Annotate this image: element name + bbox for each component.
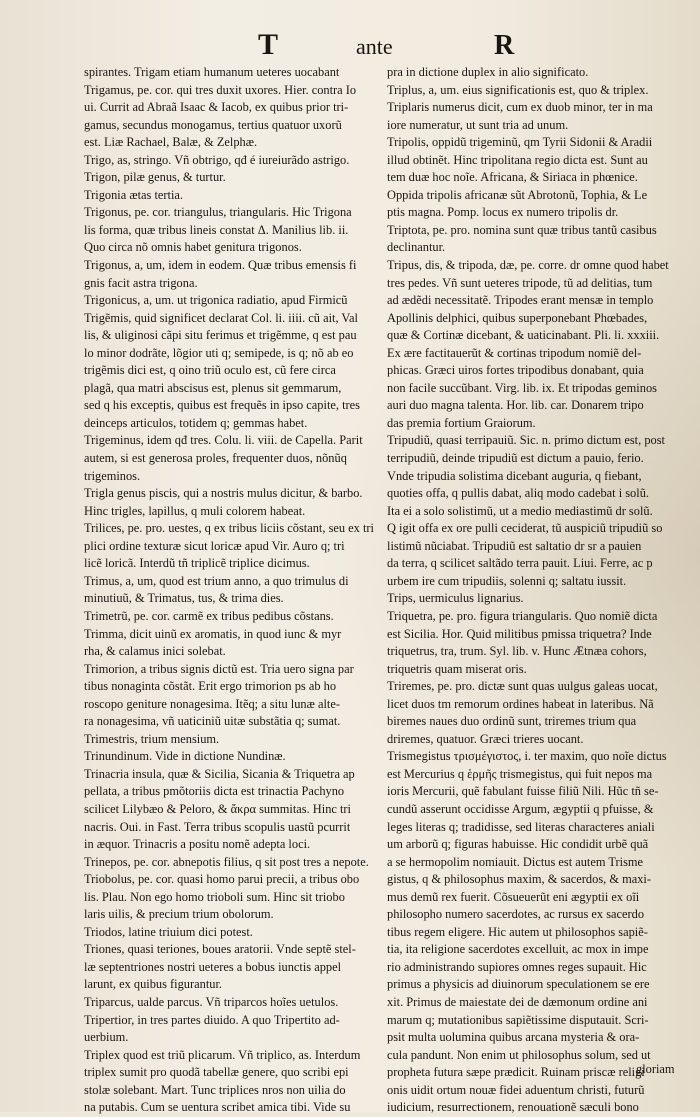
- text-line: iore numeratur, ut sunt tria ad unum.: [387, 117, 569, 132]
- text-line: Trimma, dicit uinũ ex aromatis, in quod iunc & myr: [84, 626, 342, 641]
- text-line: Quo circa nõ omnis habet genitura trigonos.: [84, 240, 302, 255]
- text-line: Ex ære factitauerũt & cortinas tripodum nomiẽ del-: [387, 345, 642, 360]
- header-letter-left: T: [258, 28, 279, 61]
- text-line: biremes naues duo ordinũ sunt, triremes trium qua: [387, 714, 637, 729]
- text-line: Trismegistus τρισμέγιστος, i. ter maxim, quo noĩe dictus: [387, 749, 667, 764]
- text-line: Trinepos, pe. cor. abnepotis filius, q sit post tres a nepote.: [84, 854, 369, 869]
- text-line: propheta futura sæpe prædicit. Ruinam priscæ religi: [387, 1065, 645, 1080]
- text-line: non facile succũbant. Virg. lib. ix. Et tripodas geminos: [387, 380, 657, 395]
- text-line: primus a physicis ad diuinorum speculationem se ere: [387, 977, 650, 992]
- text-line: laris uilis, & precium trium obolorum.: [84, 907, 274, 922]
- text-line: autem, si est generosa proles, frequenter duos, nõnũq: [84, 451, 347, 466]
- text-line: Trimus, a, um, quod est trium anno, a quo trimulus di: [84, 573, 349, 588]
- text-line: Triobolus, pe. cor. quasi homo parui precii, a tribus obo: [84, 872, 360, 887]
- text-line: Ita ei a solo solistimũ, ut a medio mediastimũ dr solũ.: [387, 503, 653, 518]
- text-line: deinceps articulos, totidem q; gemmas habet.: [84, 415, 308, 430]
- text-line: Trigonicus, a, um. ut trigonica radiatio, apud Firmicũ: [84, 293, 348, 308]
- text-line: Tripertior, in tres partes diuido. A quo Tripertito ad-: [84, 1012, 340, 1027]
- text-line: cundũ asserunt occidisse Argum, ægyptii q pfuisse, &: [387, 801, 654, 816]
- text-line: tem duæ hoc noĩe. Africana, & Siriaca in phœnice.: [387, 170, 638, 185]
- text-line: Trigla genus piscis, qui a nostris mulus dicitur, & barbo.: [84, 486, 363, 501]
- text-line: Tripudiũ, quasi terripauiũ. Sic. n. primo dictum est, post: [387, 433, 665, 448]
- catchword: gloriam: [636, 1062, 675, 1076]
- text-line: driremes, quatuor. Græci trieres uocant.: [387, 731, 584, 746]
- text-line: listimũ nũciabat. Tripudiũ est saltatio dr sr a pauien: [387, 538, 642, 553]
- text-line: in æquor. Trinacris a positu nomẽ adepta loci.: [84, 837, 311, 852]
- text-line: stolæ solebant. Mart. Tunc triplices nros non uilia do: [84, 1082, 346, 1097]
- text-line: lo minor dodrãte, lõgior uti q; semipede, is q; nõ ab eo: [84, 345, 354, 360]
- text-line: um arborũ q; figuras habuisse. Hic condidit urbẽ quã: [387, 837, 649, 852]
- text-line: est Mercurius q ἑρμῆς trismegistus, qui fuit nepos ma: [387, 766, 653, 781]
- text-line: ui. Currit ad Abraã Isaac & Iacob, ex quibus prior tri-: [84, 100, 349, 115]
- text-line: est Sicilia. Hor. Quid militibus pmissa triquetra? Inde: [387, 626, 652, 641]
- text-line: cula pandunt. Non enim ut philosophus solum, sed ut: [387, 1047, 651, 1062]
- text-line: xit. Primus de maiestate dei de dæmonum ordine ani: [387, 994, 648, 1009]
- text-line: tres pedes. Vñ sunt ueteres tripode, tũ ad delitias, tum: [387, 275, 653, 290]
- text-line: lis, & uliginosi cãpi situ ferimus et trigẽmme, q est pau: [84, 328, 357, 343]
- text-line: tibus regem eligere. Hic autem ut philosophos sapiẽ-: [387, 924, 648, 939]
- text-line: lis. Plau. Non ego homo trioboli sum. Hinc sit triobo: [84, 889, 345, 904]
- text-line: Trinundinum. Vide in dictione Nundinæ.: [84, 749, 286, 764]
- text-line: trigẽmis dici est, q oino triũ oculo est, cũ fere circa: [84, 363, 336, 378]
- text-line: licet duos tm remorum ordines habeat in lateribus. Nã: [387, 696, 654, 711]
- text-line: iudicium, resurrectionem, renouationẽ sæculi bono: [387, 1100, 639, 1115]
- text-line: Trigon, pilæ genus, & turtur.: [84, 170, 226, 185]
- text-line: Triptota, pe. pro. nomina sunt quæ tribus tantũ casibus: [387, 222, 657, 237]
- text-line: ra nonagesima, vñ uaticiniũ uitæ substãtia q; sumat.: [84, 714, 341, 729]
- text-line: plagã, qua matri abscisus est, plenus sit gemmarum,: [84, 380, 342, 395]
- text-line: roscopo geniture nonagesima. Itẽq; a situ lunæ alte-: [84, 696, 341, 711]
- text-line: Triplus, a, um. eius significationis est, quo & triplex.: [387, 82, 649, 97]
- text-line: ad ædẽdi necessitatẽ. Tripodes erant mensæ in templo: [387, 293, 654, 308]
- right-text-column: [387, 64, 687, 1117]
- text-line: Trigamus, pe. cor. qui tres duxit uxores. Hier. contra Io: [84, 82, 357, 97]
- text-line: licẽ loricã. Interdũ tñ triplicẽ triplice dicimus.: [84, 556, 310, 571]
- text-line: Trilices, pe. pro. uestes, q ex tribus liciis cõstant, seu ex tri: [84, 521, 374, 536]
- text-line: Tripolis, oppidũ trigeminũ, qm Tyrii Sidonii & Aradii: [387, 135, 653, 150]
- text-line: onis uidit ortum nouæ fidei aduentum christi, futurũ: [387, 1082, 645, 1097]
- text-line: trigeminos.: [84, 468, 141, 483]
- text-line: declinantur.: [387, 240, 446, 255]
- text-line: Triodos, latine triuium dici potest.: [84, 924, 253, 939]
- text-line: Apollinis delphici, quibus superponebant Phœbades,: [387, 310, 648, 325]
- text-line: triquetris quam miserat oris.: [387, 661, 527, 676]
- text-line: nacris. Oui. in Fast. Terra tribus scopulis uastũ pcurrit: [84, 819, 351, 834]
- text-line: triquetrus, tra, trum. Syl. lib. v. Hunc Ætnæa cohors,: [387, 644, 647, 659]
- text-line: ioris Mercurii, quẽ fabulant fuisse filiũ Nili. Hũc tñ se-: [387, 784, 659, 799]
- text-line: Trimestris, trium mensium.: [84, 731, 220, 746]
- text-line: minutiuũ, & Trimatus, tus, & trima dies.: [84, 591, 284, 606]
- text-line: quæ & Cortinæ dicebant, & uaticinabant. Pli. li. xxxiii.: [387, 328, 660, 343]
- text-line: Triplex quod est triũ plicarum. Vñ triplico, as. Interdum: [84, 1047, 361, 1062]
- text-line: rio administrando supiores omnes reges supauit. Hic: [387, 959, 647, 974]
- text-line: marum q; mutationibus sapiẽtissime disputauit. Scri-: [387, 1012, 649, 1027]
- text-line: Triones, quasi teriones, boues aratorii. Vnde septẽ stel-: [84, 942, 356, 957]
- text-line: psit multa uolumina quibus arcana mysteria & ora-: [387, 1030, 640, 1045]
- text-line: mus demũ rex fuerit. Cõsueuerũt eni ægyptii ex oĩi: [387, 889, 640, 904]
- text-line: philosopho numero sacerdotes, ac rursus ex sacerdo: [387, 907, 645, 922]
- text-line: Vnde tripudia solistima dicebant auguria, q fiebant,: [387, 468, 642, 483]
- text-line: uerbium.: [84, 1030, 129, 1045]
- text-line: Oppida tripolis africanæ sũt Abrotonũ, Tophia, & Le: [387, 187, 648, 202]
- text-line: Trigẽmis, quid significet declarat Col. li. iiii. cũ ait, Val: [84, 310, 358, 325]
- text-line: urbem ire cum tripudiis, solenni q; saltatu iussit.: [387, 573, 627, 588]
- text-line: Trinacria insula, quæ & Sicilia, Sicania & Triquetra ap: [84, 766, 355, 781]
- text-line: pellata, a tribus pmõtoriis dicta est trinactia Pachyno: [84, 784, 345, 799]
- text-line: gnis facit astra trigona.: [84, 275, 198, 290]
- text-line: Triremes, pe. pro. dictæ sunt quas uulgus galeas uocat,: [387, 679, 658, 694]
- text-line: sed q his exceptis, quibus est frequẽs in ipso capite, tres: [84, 398, 360, 413]
- text-line: Tripus, dis, & tripoda, dæ, pe. corre. dr omne quod habet: [387, 258, 669, 273]
- text-line: ptis magna. Pomp. locus ex numero tripolis dr.: [387, 205, 619, 220]
- text-line: terripudiũ, deinde tripudiũ est dictum a pauio, ferio.: [387, 451, 644, 466]
- text-line: leges literas q; tradidisse, sed literas characteres aniali: [387, 819, 655, 834]
- text-line: Trips, uermiculus lignarius.: [387, 591, 524, 606]
- text-line: Q igit offa ex ore pulli ceciderat, tũ auspiciũ tripudiũ so: [387, 521, 663, 536]
- text-line: Trimorion, a tribus signis dictũ est. Tria uero signa par: [84, 661, 354, 676]
- text-line: larunt, ex quibus figurantur.: [84, 977, 222, 992]
- text-line: auri duo magna talenta. Hor. lib. car. Donarem tripo: [387, 398, 644, 413]
- text-line: Trigonus, a, um, idem in eodem. Quæ tribus emensis fi: [84, 258, 357, 273]
- text-line: gamus, secundus monogamus, tertius quatuor uxorũ: [84, 117, 342, 132]
- text-line: Trigonia ætas tertia.: [84, 187, 184, 202]
- text-line: Hinc trigles, lapillus, q muli colorem habeat.: [84, 503, 306, 518]
- text-line: quoties offa, q pullis dabat, aliq modo cadebat i solũ.: [387, 486, 649, 501]
- text-line: Trigeminus, idem qđ tres. Colu. li. viii. de Capella. Parit: [84, 433, 363, 448]
- text-line: gistus, q & philosophus maxim, & sacerdos, & maxi-: [387, 872, 651, 887]
- text-line: Triparcus, ualde parcus. Vñ triparcos hoĩes uetulos.: [84, 994, 339, 1009]
- text-line: plici ordine texturæ sicut loricæ apud Vir. Auro q; tri: [84, 538, 345, 553]
- text-line: das premia fortium Graiorum.: [387, 415, 536, 430]
- text-line: illud obtinẽt. Hinc tripolitana regio dicta est. Sunt au: [387, 152, 648, 167]
- text-line: a se hermopolim nomiauit. Dictus est autem Trisme: [387, 854, 644, 869]
- text-line: pra in dictione duplex in alio significato.: [387, 65, 589, 79]
- running-header: ante: [356, 34, 393, 59]
- text-line: est. Liæ Rachael, Balæ, & Zelphæ.: [84, 135, 258, 150]
- text-line: tibus nonaginta cõstãt. Erit ergo trimorion ps ab ho: [84, 679, 337, 694]
- text-line: scilicet Lilybæo & Peloro, & ἄκρα summitas. Hinc tri: [84, 801, 352, 816]
- text-line: Trigo, as, stringo. Vñ obtrigo, qđ é iureiurãdo astrigo.: [84, 152, 350, 167]
- text-line: phicas. Græci uiros fortes tripodibus donabant, quia: [387, 363, 644, 378]
- text-line: Trigonus, pe. cor. triangulus, triangularis. Hic Trigona: [84, 205, 352, 220]
- text-line: Triquetra, pe. pro. figura triangularis. Quo nomiẽ dicta: [387, 608, 658, 623]
- text-line: rha, & calamus inici solebat.: [84, 644, 226, 659]
- text-line: læ septentriones nostri ueteres a bobus iunctis appel: [84, 959, 342, 974]
- text-line: spirantes. Trigam etiam humanum ueteres uocabant: [84, 65, 340, 79]
- text-line: triplex sumit pro quodã tabellæ genere, quo scribi epi: [84, 1065, 349, 1080]
- text-line: Trimetrũ, pe. cor. carmẽ ex tribus pedibus cõstans.: [84, 608, 334, 623]
- text-line: da terra, q scilicet saltãdo terra pauit. Liui. Ferre, ac p: [387, 556, 653, 571]
- header-letter-right: R: [494, 30, 515, 61]
- text-line: na putabis. Cum se uentura scribet amica tibi. Vide su: [84, 1100, 351, 1115]
- text-line: Triplaris numerus dicit, cum ex duob minor, ter in ma: [387, 100, 653, 115]
- left-text-column: [84, 64, 384, 1117]
- text-line: lis forma, quæ tribus lineis constat Δ. Manilius lib. ii.: [84, 222, 349, 237]
- text-line: tia, ita religione sacerdotes excelluit, ac mox in impe: [387, 942, 649, 957]
